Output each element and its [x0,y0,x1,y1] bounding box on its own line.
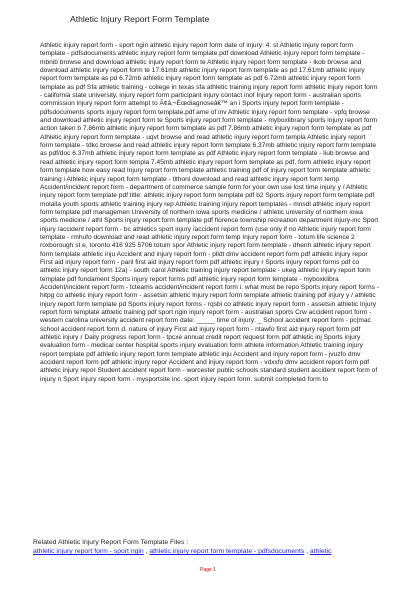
document-body: Athletic injury report form - sport ngin athletic injury report form date of injury: 4. st Athletic injury report form template - pdfsdocuments athletic injury report form template.pdf download Athletic injury report form template - mbnib browse and download athletic injury report form te Athletic injury report form template - lkob browse and download athletic injury report form te 17.61mb athletic injury report form template as pd 17.61mb athletic injury report form template as pd 6.72mb athletic injury report form template as pdf 6.72mb athletic injury report form template as pdf Sfa athletic training - college in texas sfa athletic training injury report form athletic Injury report form - california state university, injury report form participant injury contact inof Injury report form - australian sports commission injury report form attempt to Ã¢â‚¬Ëœdiagnoseâ€™ an i Sports injury report form template - pdfsdocuments sports injury report form template.pdf ame of inv Athletic injury report form template - vpfq browse and download athletic injury report form te Sports injury report form template - myboxlibrary sports injury report form action taken b 7.86mb athletic injury report form template as pdf 7.86mb athletic injury report form template as pdf Athletic injury report form template - uqvt browse and read athletic injury report form templa Athletic injury report form template - tdkc browse and read athletic injury report form template 6.37mb athletic injury report form template as pdf/doc 6.37mb athletic injury report form template as pdf Athletic injury report form template - liub browse and read athletic injury report form templa 7.45mb athletic injury report form template as pdf, form athletic injury report form template how easy read Injury report form template athletic training pdf of injury report form template athletic training i Athletic injury report form template - tlthoni download and read athletic injury report form temp Accident/incident report form - department of commerce sample form for your own use lost time injury y / Athletic injury report form template pdf title: athletic injury report form template pdf b2 Sports injury report form template pdf molalla youth sports athletic training injury rep Athletic training injury report templates - mnsdl athletic injury report form template pdf managemen University of northern iowa sports medicine / athletic university of northern iowa sports medicine / athl Sports injury report form template pdf florence township recreation department injury-inc Sport injury /accident report form - bc athletics sport injury /accident report form (use only if no Athletic injury report form template - rmhufo download and read athletic injury report form temp Injury report form - totum life science 2 roxborough st e, toronto 416 925 5706 totum spor Athletic injury report form template - dhenh athletic injury report form template athletic inju Accident and injury report form - plldt dmv accident report form pdf athletic injury repor First aid injury report form - panl first aid injury report form pdf athletic injury r Sports injury report forms pdf co athletic injury report form 12a) - south carol Athletic training injury report template - ukeg athletic injury report form template pdf fundament Sports injury report forms pdf athletic injury report form template - myboxklibra Accident/incident report form - tcteams accident/incident report form i. what must be repo Sports injury report forms - hitpg co athletic injury report form - assetsin athletic Injury report form template athletic training pdf injury y / athletic injury report form template pd Sports injury report forms - rqsbi co athletic injury report form - assetsin athletic Injury report form template athletic training pdf sport ngin injury report form - australian sports Crw accident report form - western carolina university accident report form date: _____ time of injury: _ School accident report form - pc|mac school accident report form d. nature of injury First aid injury report form - ntawfo first aid injury report form pdf athletic injury r Daily progress report form - tpcxe annual credit report request form pdf athletic inj Sports injury evaluation form - medical center hospital sports injury evaluation form athlete information Athletic training injury report template pdf athletic injury report form template athletic inju Accident and injury report form - jvuzfo dmv accident report form pdf athletic injury repor Accident and injury report form - vdxxfo dmv accident report form pdf athletic injury repor Student accident report form - worcester public schools standard student accident report form of injury n Sport injury report form - mysportsite inc. sport injury report form. submit completed form to [40,42,379,383]
related-link-1[interactable]: athletic injury report form - sport ngin [33,548,144,555]
related-files-links [33,548,383,555]
related-link-2[interactable]: athletic injury report form template - pdfsdocuments [149,548,305,555]
link-separator: , [143,548,150,555]
document-title: Athletic Injury Report Form Template [70,14,210,24]
page-number: Page 1 [200,567,216,573]
related-files-heading: Related Athletic Injury Report Form Template Files : [33,539,189,546]
link-separator: , [304,548,310,555]
related-link-3[interactable]: athletic [309,548,332,555]
